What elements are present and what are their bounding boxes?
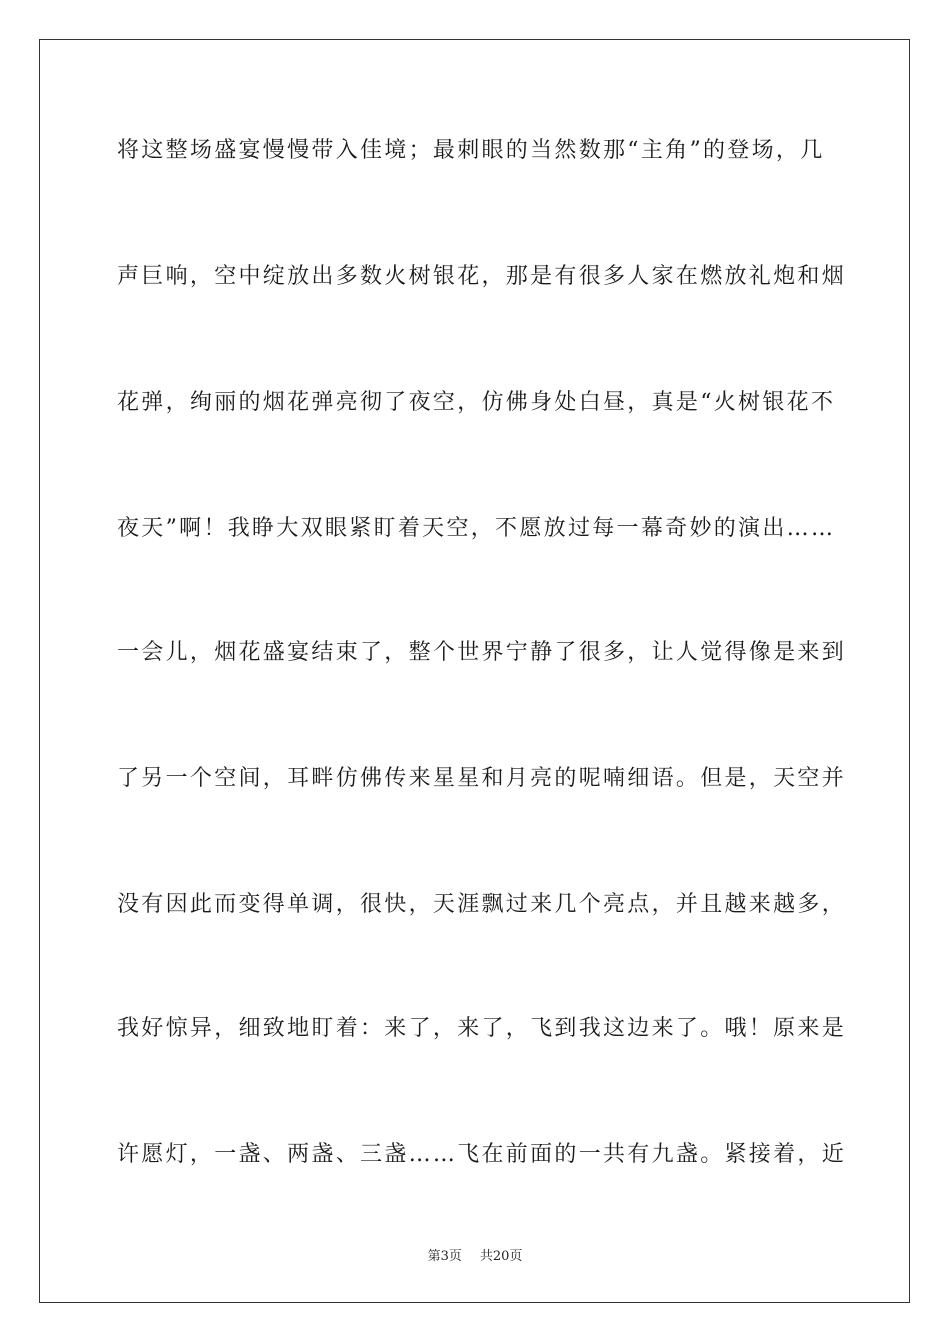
text-line-3: 花弹，绚丽的烟花弹亮彻了夜空，仿佛身处白昼，真是“火树银花不	[117, 390, 836, 415]
text-line-6: 了另一个空间，耳畔仿佛传来星星和月亮的呢喃细语。但是，天空并	[117, 766, 847, 791]
text-line-7: 没有因此而变得单调，很快，天涯飘过来几个亮点，并且越来越多，	[117, 892, 847, 917]
text-line-4: 夜天”啊！我睁大双眼紧盯着天空，不愿放过每一幕奇妙的演出……	[117, 516, 836, 541]
text-line-2: 声巨响，空中绽放出多数火树银花，那是有很多人家在燃放礼炮和烟	[117, 264, 847, 289]
total-pages: 共20页	[479, 1249, 523, 1264]
text-line-9: 许愿灯，一盏、两盏、三盏……飞在前面的一共有九盏。紧接着，近	[117, 1142, 847, 1167]
page-footer	[0, 1248, 950, 1266]
text-line-1: 将这整场盛宴慢慢带入佳境；最刺眼的当然数那“主角”的登场，几	[117, 138, 825, 163]
page-border	[39, 39, 910, 1303]
text-line-5: 一会儿，烟花盛宴结束了，整个世界宁静了很多，让人觉得像是来到	[117, 640, 847, 665]
page-number: 第3页	[427, 1249, 462, 1264]
text-line-8: 我好惊异，细致地盯着：来了，来了，飞到我这边来了。哦！原来是	[117, 1016, 847, 1041]
